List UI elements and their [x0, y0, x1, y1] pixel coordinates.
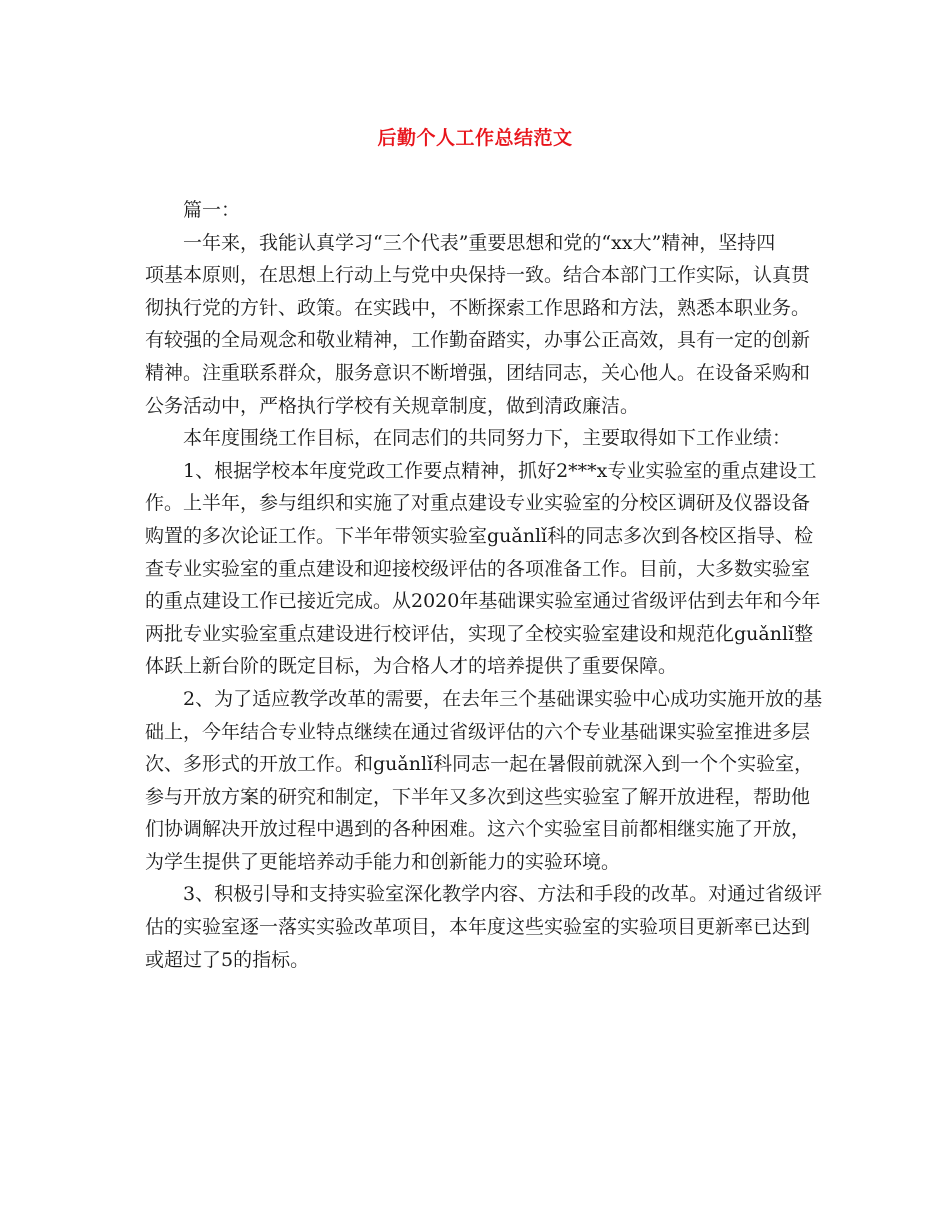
paragraph-line: 两批专业实验室重点建设进行校评估，实现了全校实验室建设和规范化guǎnlǐ整	[145, 622, 814, 645]
paragraph-line: 们协调解决开放过程中遇到的各种困难。这六个实验室目前都相继实施了开放，	[145, 818, 811, 841]
paragraph-line: 估的实验室逐一落实实验改革项目，本年度这些实验室的实验项目更新率已达到	[145, 916, 811, 939]
paragraph-line: 购置的多次论证工作。下半年带领实验室guǎnlǐ科的同志多次到各校区指导、检	[145, 524, 814, 547]
paragraph-5	[145, 878, 823, 976]
paragraph-line: 公务活动中，严格执行学校有关规章制度，做到清政廉洁。	[145, 394, 640, 417]
paragraph-line: 有较强的全局观念和敬业精神，工作勤奋踏实，办事公正高效，具有一定的创新	[145, 329, 811, 352]
paragraph-line: 一年来，我能认真学习“三个代表”重要思想和党的“xx大”精神，坚持四	[183, 231, 776, 254]
paragraph-4	[145, 683, 823, 879]
paragraph-line: 1、根据学校本年度党政工作要点精神，抓好2***x专业实验室的重点建设工	[183, 459, 817, 482]
paragraph-line: 或超过了5的指标。	[145, 948, 310, 971]
paragraph-line: 的重点建设工作已接近完成。从2020年基础课实验室通过省级评估到去年和今年	[145, 590, 821, 613]
paragraph-1	[145, 227, 811, 423]
paragraph-3	[145, 455, 821, 683]
paragraph-line: 次、多形式的开放工作。和guǎnlǐ科同志一起在暑假前就深入到一个个实验室，	[145, 753, 814, 776]
paragraph-line: 项基本原则，在思想上行动上与党中央保持一致。结合本部门工作实际，认真贯	[145, 264, 811, 287]
paragraph-line: 彻执行党的方针、政策。在实践中，不断探索工作思路和方法，熟悉本职业务。	[145, 296, 811, 319]
paragraph-line: 2、为了适应教学改革的需要，在去年三个基础课实验中心成功实施开放的基	[183, 687, 823, 710]
paragraph-line: 3、积极引导和支持实验室深化教学内容、方法和手段的改革。对通过省级评	[183, 883, 823, 906]
document-title: 后勤个人工作总结范文	[377, 127, 573, 149]
paragraph-line: 体跃上新台阶的既定目标，为合格人才的培养提供了重要保障。	[145, 655, 678, 678]
paragraph-line: 查专业实验室的重点建设和迎接校级评估的各项准备工作。目前，大多数实验室	[145, 557, 811, 580]
paragraph-line: 为学生提供了更能培养动手能力和创新能力的实验环境。	[145, 850, 621, 873]
paragraph-line: 本年度围绕工作目标，在同志们的共同努力下，主要取得如下工作业绩：	[183, 427, 792, 450]
paragraph-2	[145, 422, 805, 455]
paragraph-line: 精神。注重联系群众，服务意识不断增强，团结同志，关心他人。在设备采购和	[145, 361, 811, 384]
document-body	[145, 194, 823, 976]
paragraph-line: 作。上半年，参与组织和实施了对重点建设专业实验室的分校区调研及仪器设备	[145, 492, 811, 515]
paragraph-line: 参与开放方案的研究和制定，下半年又多次到这些实验室了解开放进程，帮助他	[145, 785, 811, 808]
section-heading: 篇一：	[183, 199, 241, 221]
paragraph-line: 础上，今年结合专业特点继续在通过省级评估的六个专业基础课实验室推进多层	[145, 720, 811, 743]
